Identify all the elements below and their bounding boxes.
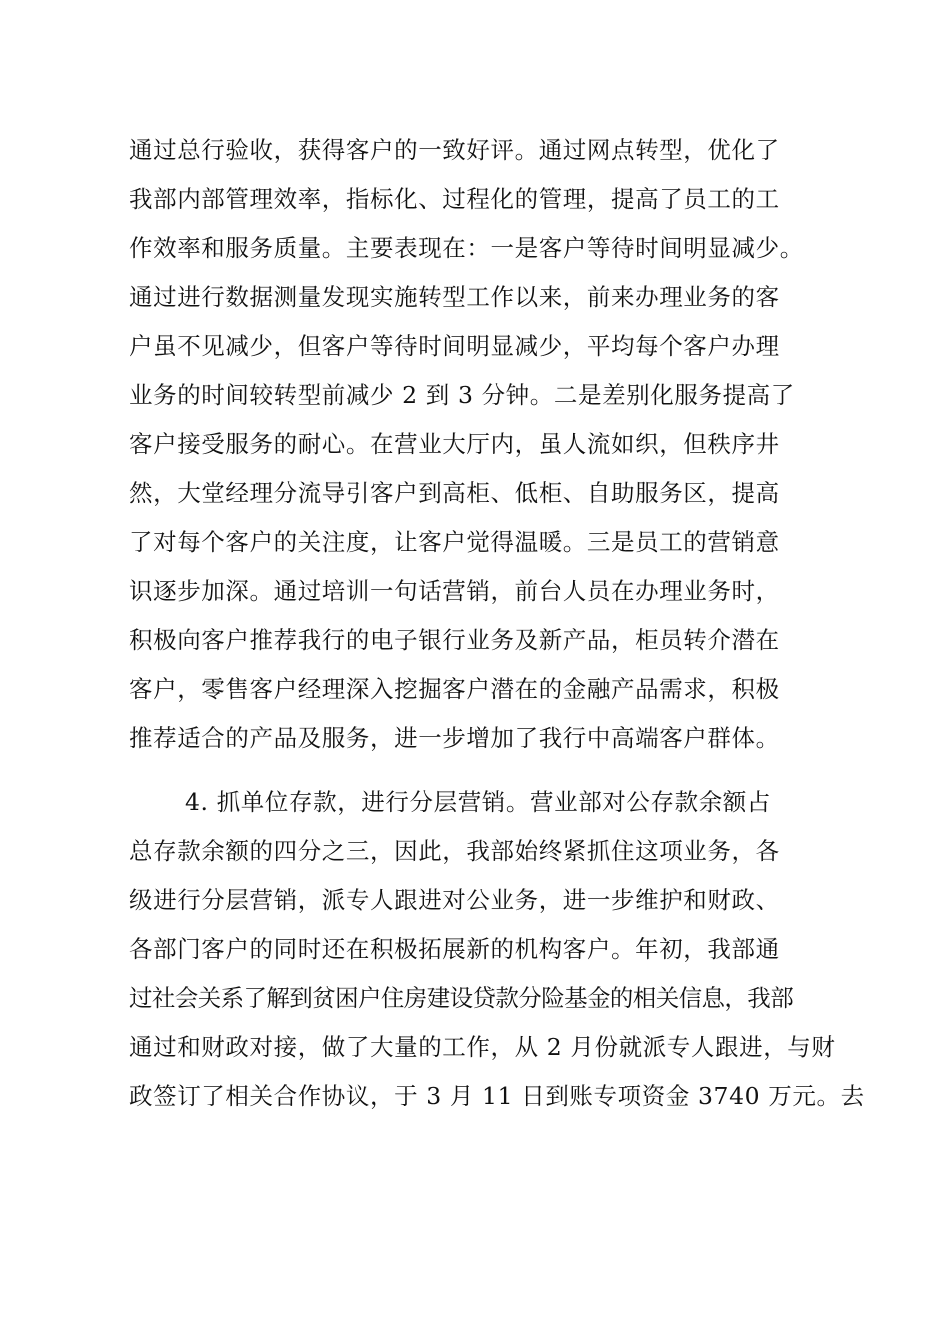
text-line: 客户接受服务的耐心。在营业大厅内，虽人流如织，但秩序井 [129, 430, 780, 458]
text-line: 然，大堂经理分流导引客户到高柜、低柜、自助服务区，提高 [129, 479, 780, 507]
text-line: 业务的时间较转型前减少 2 到 3 分钟。二是差别化服务提高了 [129, 381, 795, 409]
text-line: 4. 抓单位存款，进行分层营销。营业部对公存款余额占 [185, 788, 771, 816]
text-line: 政签订了相关合作协议，于 3 月 11 日到账专项资金 3740 万元。去 [129, 1082, 865, 1110]
text-line: 各部门客户的同时还在积极拓展新的机构客户。年初，我部通 [129, 935, 780, 963]
text-line: 客户，零售客户经理深入挖掘客户潜在的金融产品需求，积极 [129, 675, 780, 703]
text-line: 通过进行数据测量发现实施转型工作以来，前来办理业务的客 [129, 283, 780, 311]
text-line: 户虽不见减少，但客户等待时间明显减少，平均每个客户办理 [129, 332, 780, 360]
text-line: 通过和财政对接，做了大量的工作，从 2 月份就派专人跟进，与财 [129, 1033, 836, 1061]
text-line: 积极向客户推荐我行的电子银行业务及新产品，柜员转介潜在 [129, 626, 780, 654]
text-line: 作效率和服务质量。主要表现在：一是客户等待时间明显减少。 [129, 234, 804, 262]
text-line: 总存款余额的四分之三，因此，我部始终紧抓住这项业务，各 [129, 837, 780, 865]
text-line: 过社会关系了解到贫困户住房建设贷款分险基金的相关信息，我部 [129, 984, 794, 1012]
text-line: 推荐适合的产品及服务，进一步增加了我行中高端客户群体。 [129, 724, 780, 752]
text-line: 我部内部管理效率，指标化、过程化的管理，提高了员工的工 [129, 185, 780, 213]
text-line: 级进行分层营销，派专人跟进对公业务，进一步维护和财政、 [129, 886, 780, 914]
text-line: 通过总行验收，获得客户的一致好评。通过网点转型，优化了 [129, 136, 780, 164]
text-line: 识逐步加深。通过培训一句话营销，前台人员在办理业务时， [129, 577, 780, 605]
text-line: 了对每个客户的关注度，让客户觉得温暖。三是员工的营销意 [129, 528, 780, 556]
